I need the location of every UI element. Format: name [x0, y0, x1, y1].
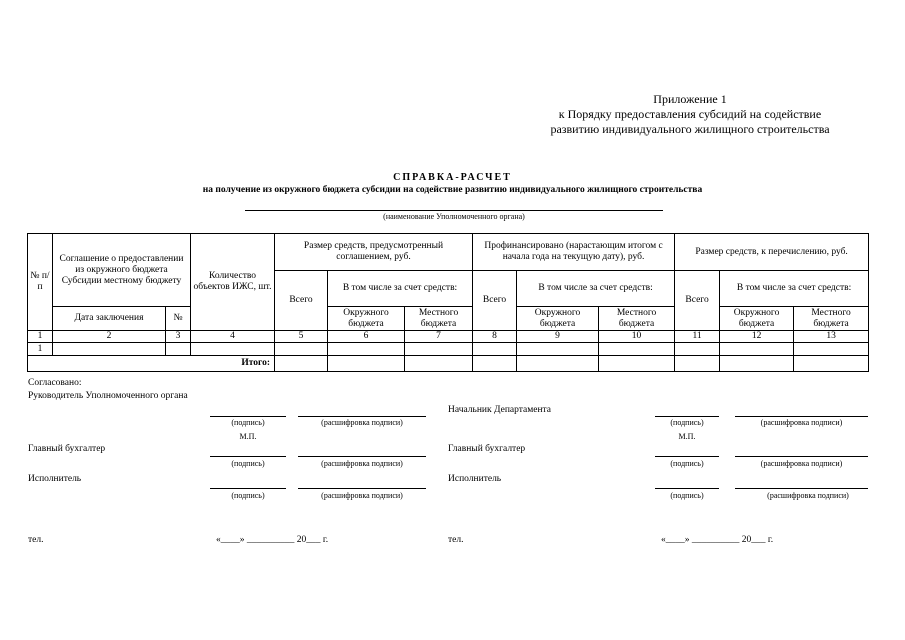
decode-line[interactable] — [298, 456, 426, 457]
col-number: 10 — [599, 331, 675, 343]
col-number: 3 — [166, 331, 191, 343]
org-name-line[interactable] — [245, 210, 663, 211]
table-cell[interactable] — [328, 343, 405, 356]
table-cell[interactable] — [405, 343, 473, 356]
header-district-3: Окружного бюджета — [720, 307, 794, 331]
document-title: СПРАВКА-РАСЧЕТ — [393, 172, 512, 183]
agreed-label: Согласовано: — [28, 378, 82, 388]
table-cell[interactable] — [599, 343, 675, 356]
header-num: № п/п — [28, 234, 53, 331]
decode-line[interactable] — [298, 488, 426, 489]
header-agreement: Соглашение о предоставлении из окружного бюджета Субсидии местному бюджету — [53, 234, 191, 307]
decode-line[interactable] — [735, 456, 868, 457]
appendix-line-2: к Порядку предоставления субсидий на содействие — [558, 107, 822, 121]
appendix-line-3: развитию индивидуального жилищного строительства — [550, 122, 830, 136]
calculation-table — [27, 233, 869, 372]
stamp-mark: М.П. — [678, 432, 696, 441]
col-number: 9 — [517, 331, 599, 343]
header-financed: Профинансировано (нарастающим итогом с начала года на текущую дату), руб. — [473, 234, 675, 271]
signature-line[interactable] — [655, 456, 719, 457]
decode-caption: (расшифровка подписи) — [321, 491, 403, 500]
accountant-left-label: Главный бухгалтер — [28, 444, 106, 454]
col-number: 7 — [405, 331, 473, 343]
table-cell[interactable] — [405, 356, 473, 372]
decode-caption: (расшифровка подписи) — [760, 418, 843, 427]
col-number: 5 — [275, 331, 328, 343]
accountant-right-label: Главный бухгалтер — [448, 444, 526, 454]
table-cell[interactable] — [794, 356, 869, 372]
header-district-1: Окружного бюджета — [328, 307, 405, 331]
head-left-label: Руководитель Уполномоченного органа — [28, 391, 188, 401]
header-total-1: Всего — [275, 271, 328, 331]
header-agreed-amount: Размер средств, предусмотренный соглашением, руб. — [275, 234, 473, 271]
col-number: 12 — [720, 331, 794, 343]
signature-line[interactable] — [210, 416, 286, 417]
header-local-2: Местного бюджета — [599, 307, 675, 331]
table-cell[interactable] — [517, 343, 599, 356]
date-left[interactable]: «____» __________ 20___ г. — [216, 535, 329, 545]
table-cell[interactable] — [517, 356, 599, 372]
table-cell[interactable] — [191, 343, 275, 356]
table-cell[interactable] — [794, 343, 869, 356]
decode-line[interactable] — [298, 416, 426, 417]
total-label: Итого: — [28, 356, 275, 372]
decode-line[interactable] — [735, 488, 868, 489]
table-cell[interactable] — [275, 343, 328, 356]
table-cell[interactable] — [275, 356, 328, 372]
col-number: 4 — [191, 331, 275, 343]
signature-line[interactable] — [210, 456, 286, 457]
col-number: 11 — [675, 331, 720, 343]
header-incl-1: В том числе за счет средств: — [328, 271, 473, 307]
tel-right-label: тел. — [448, 535, 464, 545]
col-number: 13 — [794, 331, 869, 343]
table-cell[interactable] — [473, 343, 517, 356]
decode-caption: (расшифровка подписи) — [767, 491, 849, 500]
appendix-line-1: Приложение 1 — [653, 92, 727, 106]
header-transfer: Размер средств, к перечислению, руб. — [675, 234, 869, 271]
appendix-header — [520, 92, 860, 137]
decode-caption: (расшифровка подписи) — [321, 459, 403, 468]
decode-line[interactable] — [735, 416, 868, 417]
col-number: 1 — [28, 331, 53, 343]
table-cell[interactable] — [675, 356, 720, 372]
header-total-3: Всего — [675, 271, 720, 331]
header-local-1: Местного бюджета — [405, 307, 473, 331]
executor-left-label: Исполнитель — [28, 474, 82, 484]
sign-caption: (подпись) — [231, 459, 265, 468]
org-name-caption: (наименование Уполномоченного органа) — [383, 212, 525, 221]
executor-right-label: Исполнитель — [448, 474, 502, 484]
signature-line[interactable] — [655, 416, 719, 417]
header-no: № — [166, 307, 191, 331]
sign-caption: (подпись) — [231, 418, 265, 427]
column-number-row — [28, 331, 869, 343]
table-cell[interactable] — [675, 343, 720, 356]
table-cell[interactable] — [166, 343, 191, 356]
col-number: 6 — [328, 331, 405, 343]
sign-caption: (подпись) — [231, 491, 265, 500]
header-incl-3: В том числе за счет средств: — [720, 271, 869, 307]
row-num: 1 — [28, 343, 53, 356]
header-date: Дата заключения — [53, 307, 166, 331]
table-cell[interactable] — [720, 343, 794, 356]
decode-caption: (расшифровка подписи) — [760, 459, 843, 468]
stamp-mark: М.П. — [239, 432, 257, 441]
table-cell[interactable] — [599, 356, 675, 372]
document-subtitle: на получение из окружного бюджета субсидии на содействие развитию индивидуального жилищного строительства — [202, 185, 703, 195]
sign-caption: (подпись) — [670, 491, 704, 500]
table-cell[interactable] — [53, 343, 166, 356]
sign-caption: (подпись) — [670, 459, 704, 468]
header-local-3: Местного бюджета — [794, 307, 869, 331]
col-number: 2 — [53, 331, 166, 343]
table-row — [28, 343, 869, 356]
sign-caption: (подпись) — [670, 418, 704, 427]
header-incl-2: В том числе за счет средств: — [517, 271, 675, 307]
signature-line[interactable] — [210, 488, 286, 489]
header-district-2: Окружного бюджета — [517, 307, 599, 331]
header-count: Количество объектов ИЖС, шт. — [191, 234, 275, 331]
signature-line[interactable] — [655, 488, 719, 489]
decode-caption: (расшифровка подписи) — [321, 418, 403, 427]
table-cell[interactable] — [473, 356, 517, 372]
col-number: 8 — [473, 331, 517, 343]
date-right[interactable]: «____» __________ 20___ г. — [661, 535, 774, 545]
total-row — [28, 356, 869, 372]
head-right-label: Начальник Департамента — [448, 405, 552, 415]
header-total-2: Всего — [473, 271, 517, 331]
table-cell[interactable] — [328, 356, 405, 372]
table-cell[interactable] — [720, 356, 794, 372]
tel-left-label: тел. — [28, 535, 44, 545]
